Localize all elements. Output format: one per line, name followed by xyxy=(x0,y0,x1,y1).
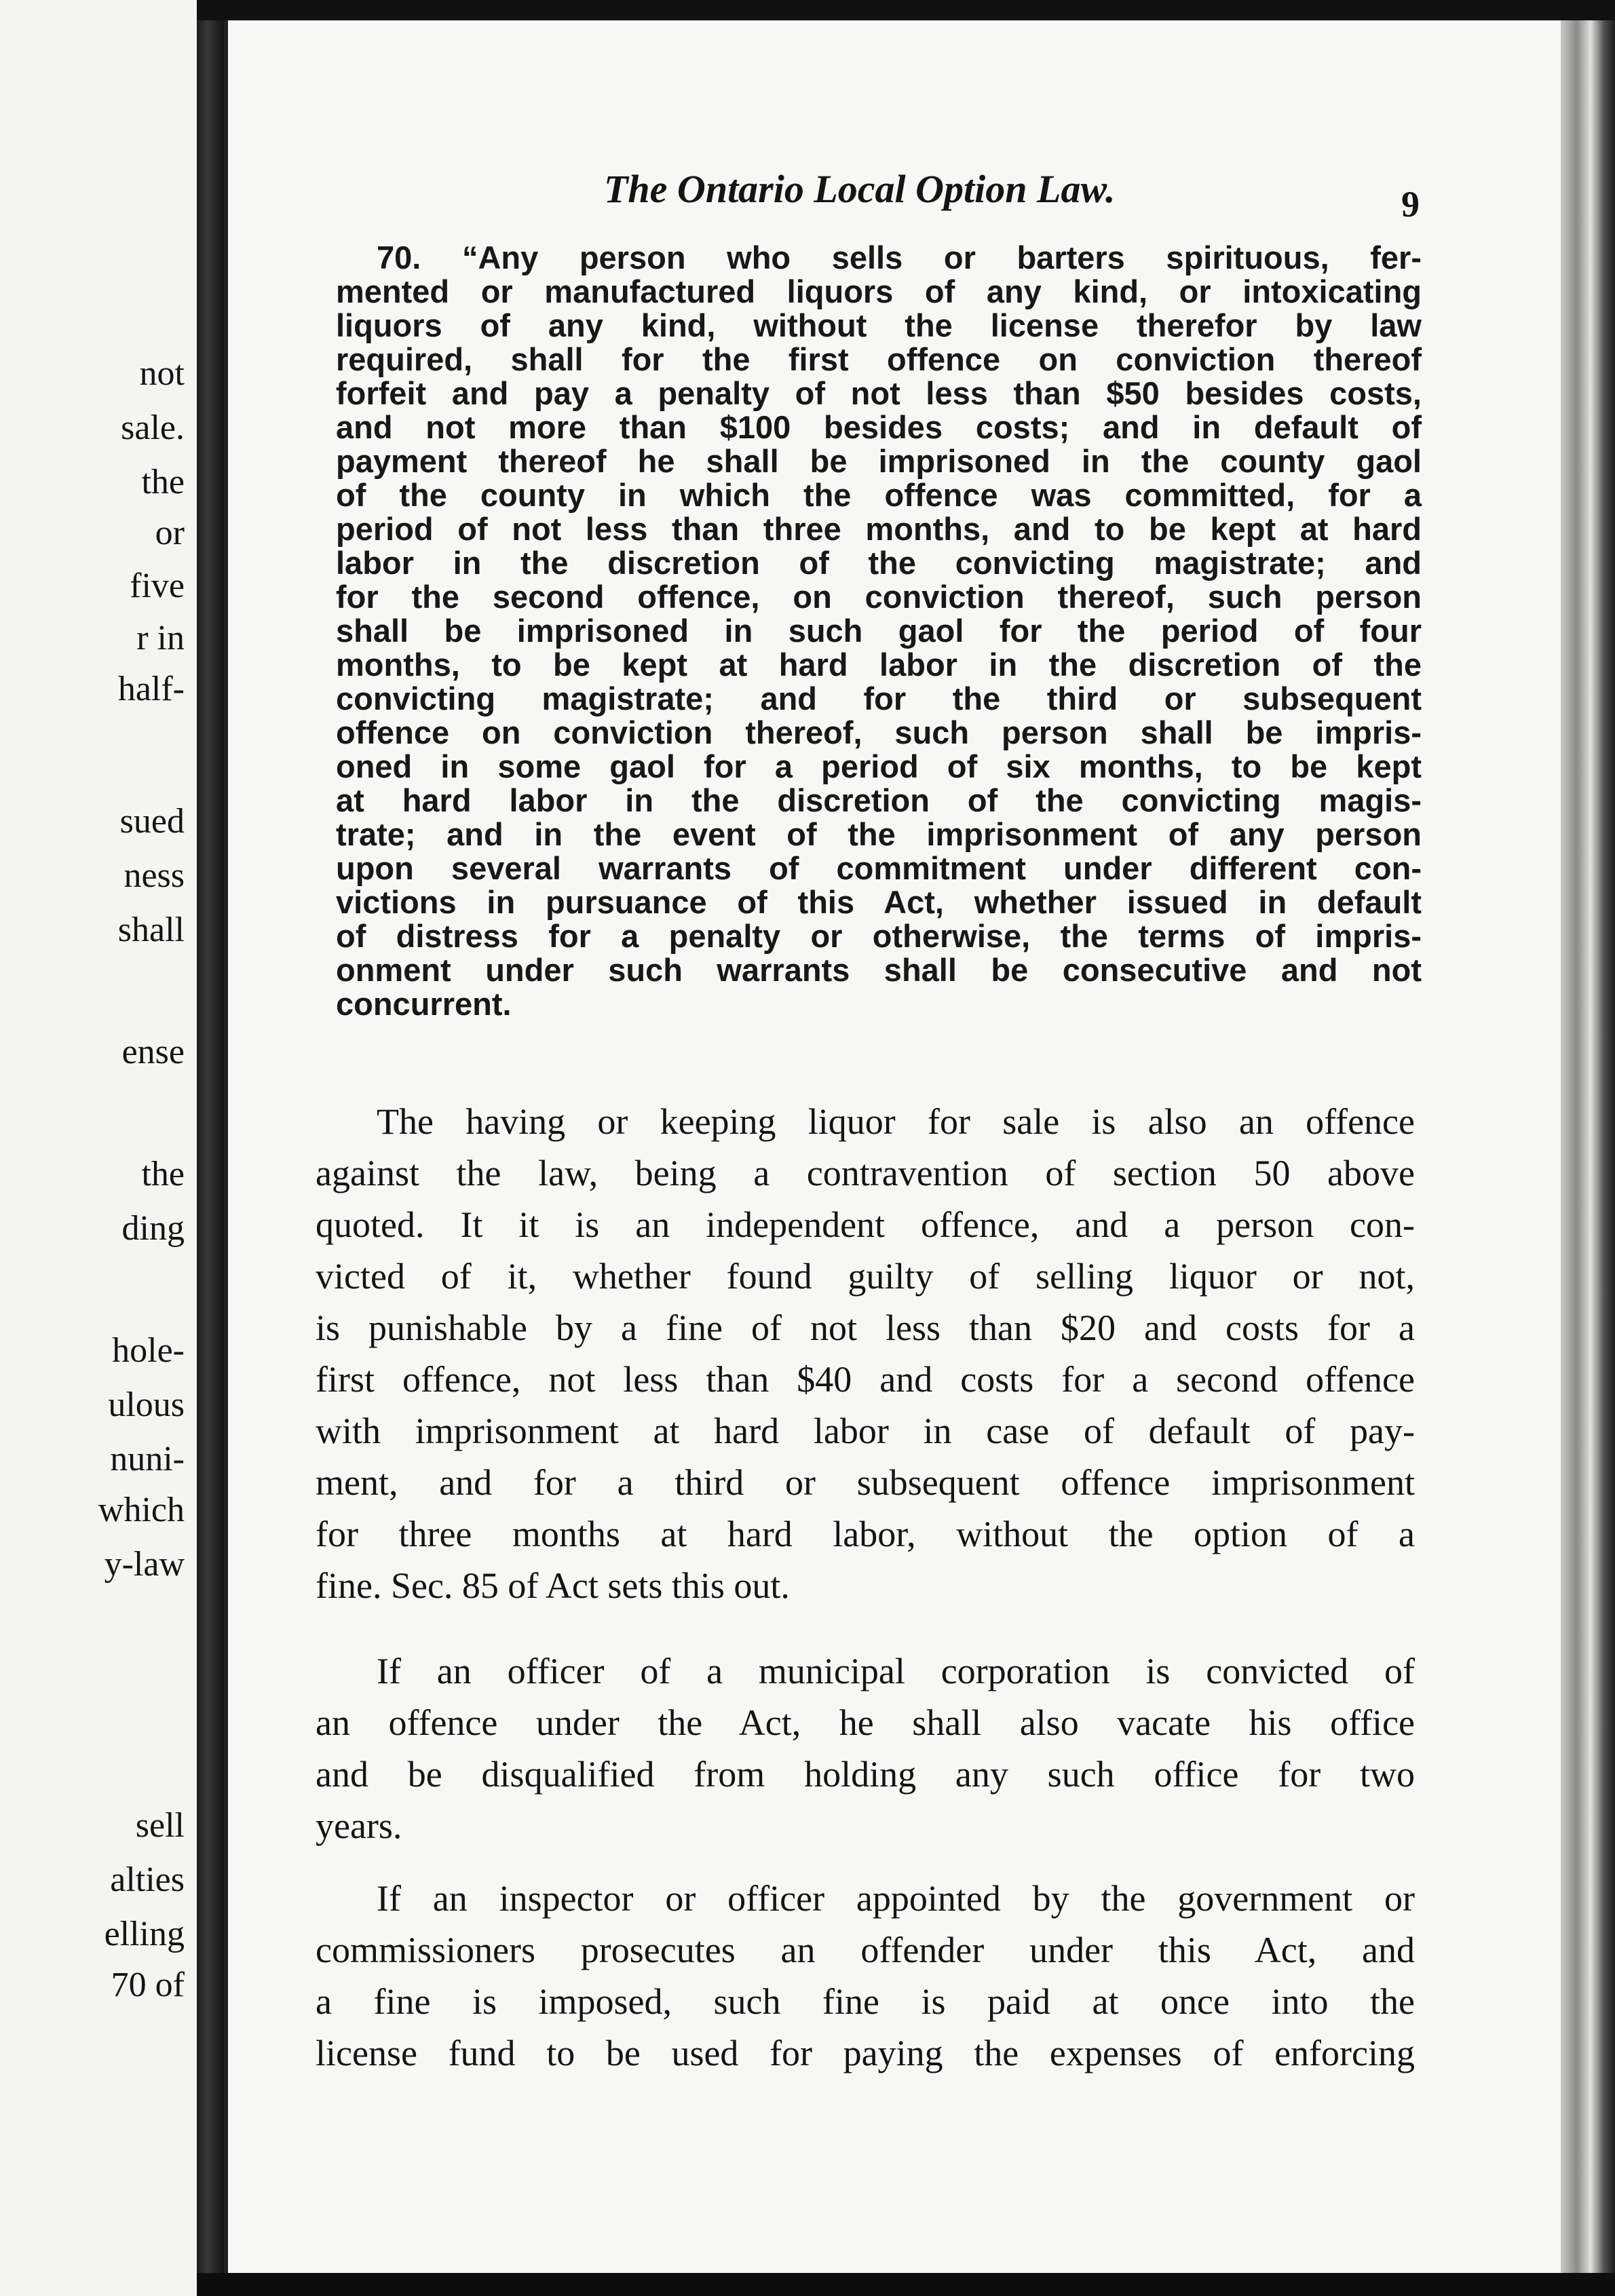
paragraph-line: for three months at hard labor, without the option of a xyxy=(316,1514,1415,1554)
quote-line: period of not less than three months, and to be kept at hard xyxy=(336,511,1422,547)
left-page-line: y-law xyxy=(104,1545,185,1584)
quote-line: payment thereof he shall be imprisoned in the county gaol xyxy=(336,443,1422,479)
paragraph-line: quoted. It it is an independent offence, and a person con- xyxy=(316,1204,1415,1245)
running-head: The Ontario Local Option Law. xyxy=(604,167,1116,211)
scan-border-top xyxy=(197,0,1615,20)
quote-line: of distress for a penalty or otherwise, the terms of impris- xyxy=(336,918,1422,954)
paragraph-liquor-for-sale xyxy=(316,1096,1415,1611)
left-page-line: ulous xyxy=(108,1385,185,1424)
quote-line: mented or manufactured liquors of any kind, or intoxicating xyxy=(336,273,1422,309)
left-page-line: five xyxy=(130,567,185,605)
quoted-section xyxy=(336,241,1422,1021)
left-page-line: ding xyxy=(121,1209,185,1248)
quote-line: for the second offence, on conviction thereof, such person xyxy=(336,579,1422,615)
left-page-line: nuni- xyxy=(110,1440,185,1478)
page-number: 9 xyxy=(1401,184,1420,225)
paragraph-line: license fund to be used for paying the expenses of enforcing xyxy=(316,2033,1415,2073)
left-page-line: 70 of xyxy=(111,1966,185,2004)
left-page-line: hole- xyxy=(112,1331,185,1370)
quote-line: liquors of any kind, without the license therefor by law xyxy=(336,307,1422,343)
left-facing-page xyxy=(0,0,197,2296)
left-page-line: which xyxy=(98,1491,185,1529)
quote-line: shall be imprisoned in such gaol for the period of four xyxy=(336,613,1422,649)
paragraph-line: a fine is imposed, such fine is paid at once into the xyxy=(316,1981,1415,2022)
left-page-line: shall xyxy=(117,911,185,949)
left-page-line: sale. xyxy=(121,408,185,447)
paragraph-line: The having or keeping liquor for sale is also an offence xyxy=(377,1101,1415,1142)
quote-line: required, shall for the first offence on conviction thereof xyxy=(336,341,1422,377)
quote-line: offence on conviction thereof, such person shall be impris- xyxy=(336,714,1422,750)
paragraph-line: If an inspector or officer appointed by the government or xyxy=(377,1878,1415,1919)
paragraph-line: an offence under the Act, he shall also vacate his office xyxy=(316,1702,1415,1743)
paragraph-inspector-fines xyxy=(316,1873,1415,2079)
left-page-line: sell xyxy=(135,1806,185,1845)
left-page-line: sued xyxy=(119,802,185,841)
quote-line: at hard labor in the discretion of the convicting magis- xyxy=(336,782,1422,818)
quote-line: oned in some gaol for a period of six months, to be kept xyxy=(336,748,1422,784)
page-edge-shadow xyxy=(1561,20,1615,2273)
left-page-line: ness xyxy=(124,856,185,895)
quote-line: upon several warrants of commitment under different con- xyxy=(336,850,1422,886)
paragraph-line: first offence, not less than $40 and costs for a second offence xyxy=(316,1359,1415,1400)
left-page-line: or xyxy=(155,514,185,552)
quote-line: labor in the discretion of the convicting magistrate; and xyxy=(336,545,1422,581)
left-page-line: ense xyxy=(121,1033,185,1071)
quote-line: of the county in which the offence was committed, for a xyxy=(336,477,1422,513)
paragraph-line: is punishable by a fine of not less than $20 and costs for a xyxy=(316,1307,1415,1348)
scan-border-bottom xyxy=(197,2273,1615,2296)
paragraph-line: If an officer of a municipal corporation is convicted of xyxy=(377,1651,1415,1691)
quote-line: convicting magistrate; and for the third or subsequent xyxy=(336,681,1422,716)
left-page-line: r in xyxy=(136,619,185,657)
quote-line: forfeit and pay a penalty of not less than $50 besides costs, xyxy=(336,375,1422,411)
quote-line: 70. “Any person who sells or barters spirituous, fer- xyxy=(377,240,1422,275)
quote-line: trate; and in the event of the imprisonment of any person xyxy=(336,816,1422,852)
paragraph-line: ment, and for a third or subsequent offence imprisonment xyxy=(316,1462,1415,1503)
left-page-line: the xyxy=(141,463,185,501)
left-page-line: elling xyxy=(104,1915,185,1953)
left-page-line: the xyxy=(141,1155,185,1193)
paragraph-line: with imprisonment at hard labor in case of default of pay- xyxy=(316,1411,1415,1451)
paragraph-line: victed of it, whether found guilty of selling liquor or not, xyxy=(316,1256,1415,1297)
book-gutter xyxy=(197,0,224,2296)
quote-line: onment under such warrants shall be consecutive and not xyxy=(336,952,1422,988)
paragraph-municipal-officer xyxy=(316,1645,1415,1852)
paragraph-line: and be disqualified from holding any such office for two xyxy=(316,1754,1415,1795)
quote-line: concurrent. xyxy=(336,986,512,1022)
left-page-line: not xyxy=(139,354,185,393)
paragraph-line: years. xyxy=(316,1805,402,1846)
paragraph-line: fine. Sec. 85 of Act sets this out. xyxy=(316,1565,790,1606)
left-page-line: alties xyxy=(110,1860,185,1899)
quote-line: and not more than $100 besides costs; and in default of xyxy=(336,409,1422,445)
paragraph-line: against the law, being a contravention of section 50 above xyxy=(316,1153,1415,1193)
quote-line: months, to be kept at hard labor in the discretion of the xyxy=(336,647,1422,683)
quote-line: victions in pursuance of this Act, whether issued in default xyxy=(336,884,1422,920)
paragraph-line: commissioners prosecutes an offender under this Act, and xyxy=(316,1930,1415,1970)
left-page-line: half- xyxy=(117,670,185,708)
